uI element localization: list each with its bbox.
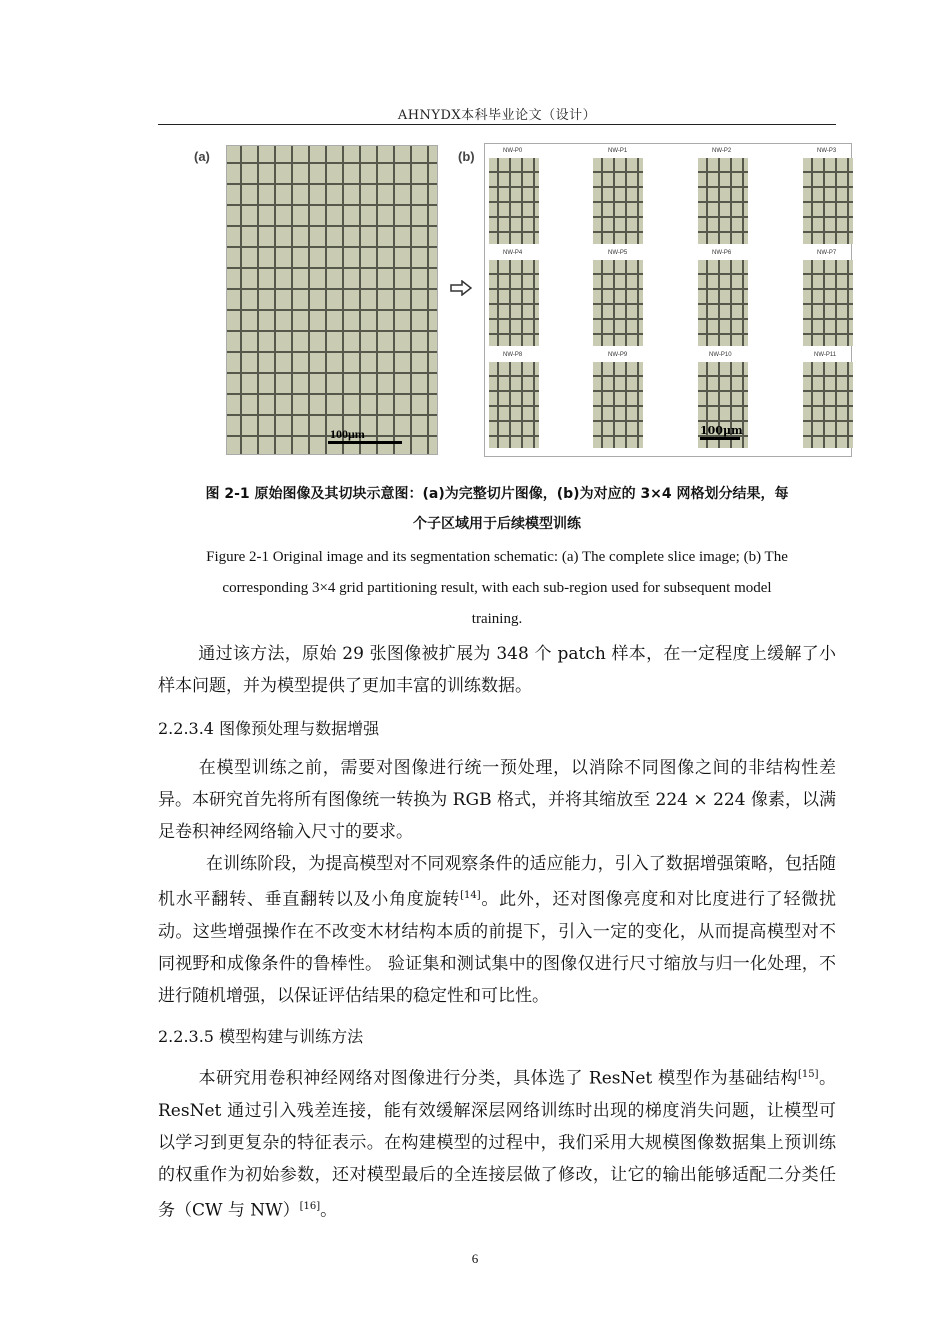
patch-image bbox=[803, 260, 853, 346]
scale-bar-a bbox=[328, 441, 402, 444]
patch-image bbox=[803, 158, 853, 244]
patch-image bbox=[593, 260, 643, 346]
patch-image bbox=[489, 158, 539, 244]
full-slice-image bbox=[226, 145, 438, 455]
patch-label: NW-P5 bbox=[608, 250, 628, 256]
section-heading-2-2-3-5: 2.2.3.5 模型构建与训练方法 bbox=[158, 1027, 364, 1046]
patch-image bbox=[698, 158, 748, 244]
caption-en-line2: corresponding 3×4 grid partitioning result, with each sub-region used for subsequent model bbox=[222, 580, 772, 596]
right-arrow-icon bbox=[450, 280, 472, 296]
citation-ref: [15] bbox=[797, 1069, 819, 1080]
page-number: 6 bbox=[471, 1251, 479, 1266]
caption-zh-line2: 个子区域用于后续模型训练 bbox=[413, 516, 581, 532]
paragraph-patch-expansion bbox=[158, 638, 836, 702]
patch-label: NW-P8 bbox=[503, 352, 523, 358]
patch-image bbox=[698, 260, 748, 346]
patch-label: NW-P9 bbox=[608, 352, 628, 358]
paragraph-text: 。此外，还对图像亮度和对比度进行了轻微扰动。这些增强操作在不改变木材结构本质的前提下，引入一定的变化，从而提高模型对不同视野和成像条件的鲁棒性。 验证集和测试集中的图像仅进行尺寸缩放与归一化处理，不进行随机增强，以保证评估结果的稳定性和可比性。 bbox=[158, 889, 837, 1006]
paragraph-preprocessing bbox=[158, 752, 836, 848]
citation-ref: [14] bbox=[460, 890, 481, 901]
paragraph-text: 通过该方法，原始 29 张图像被扩展为 348 个 patch 样本，在一定程度上缓解了小样本问题，并为模型提供了更加丰富的训练数据。 bbox=[158, 644, 836, 696]
patch-image bbox=[489, 362, 539, 448]
patch-image bbox=[593, 362, 643, 448]
patch-label: NW-P3 bbox=[817, 148, 837, 154]
patch-label: NW-P1 bbox=[608, 148, 628, 154]
paragraph-text: 。ResNet 通过引入残差连接，能有效缓解深层网络训练时出现的梯度消失问题，让模型可以学习到更复杂的特征表示。在构建模型的过程中，我们采用大规模图像数据集上预训练的权重作为初始参数，还对模型最后的全连接层做了修改，让它的输出能够适配二分类任务（CW 与 NW） bbox=[158, 1068, 836, 1221]
header-rule bbox=[158, 124, 836, 125]
citation-ref: [16] bbox=[299, 1200, 321, 1212]
scale-label-b: 100μm bbox=[700, 424, 743, 437]
patch-image bbox=[803, 362, 853, 448]
patch-grid bbox=[484, 143, 852, 457]
scale-bar-b bbox=[700, 437, 740, 440]
caption-en-line1: Figure 2-1 Original image and its segmentation schematic: (a) The complete slice image; (b) The bbox=[206, 549, 788, 565]
section-heading-2-2-3-4: 2.2.3.4 图像预处理与数据增强 bbox=[158, 719, 380, 738]
patch-image bbox=[489, 260, 539, 346]
patch-label: NW-P11 bbox=[814, 352, 837, 358]
paragraph-text: 。 bbox=[320, 1200, 338, 1221]
caption-en-line3: training. bbox=[471, 611, 523, 627]
patch-label: NW-P2 bbox=[712, 148, 732, 154]
paragraph-text: 在训练阶段，为提高模型对不同观察条件的适应能力，引入了数据增强策略，包括随机水平翻转、垂直翻转以及小角度旋转 bbox=[158, 854, 836, 910]
patch-label: NW-P7 bbox=[817, 250, 837, 256]
paragraph-model-construction bbox=[158, 1059, 836, 1226]
patch-label: NW-P4 bbox=[503, 250, 523, 256]
panel-b-letter: (b) bbox=[458, 149, 475, 164]
running-header: AHNYDX本科毕业论文（设计） bbox=[397, 108, 597, 123]
patch-label: NW-P6 bbox=[712, 250, 732, 256]
paragraph-text: 在模型训练之前，需要对图像进行统一预处理，以消除不同图像之间的非结构性差异。本研究首先将所有图像统一转换为 RGB 格式，并将其缩放至 224 × 224 像素，以满足卷积神经网络输入尺寸的要求。 bbox=[158, 758, 836, 842]
patch-label: NW-P10 bbox=[709, 352, 732, 358]
panel-a-letter: (a) bbox=[194, 149, 210, 164]
scale-label-a: 100μm bbox=[330, 427, 365, 441]
patch-label: NW-P0 bbox=[503, 148, 523, 154]
paragraph-text: 本研究用卷积神经网络对图像进行分类，具体选了 ResNet 模型作为基础结构 bbox=[198, 1068, 798, 1089]
caption-zh-line1: 图 2-1 原始图像及其切块示意图：(a)为完整切片图像，(b)为对应的 3×4 网格划分结果，每 bbox=[205, 486, 789, 502]
paragraph-augmentation bbox=[158, 848, 836, 1012]
patch-image bbox=[593, 158, 643, 244]
